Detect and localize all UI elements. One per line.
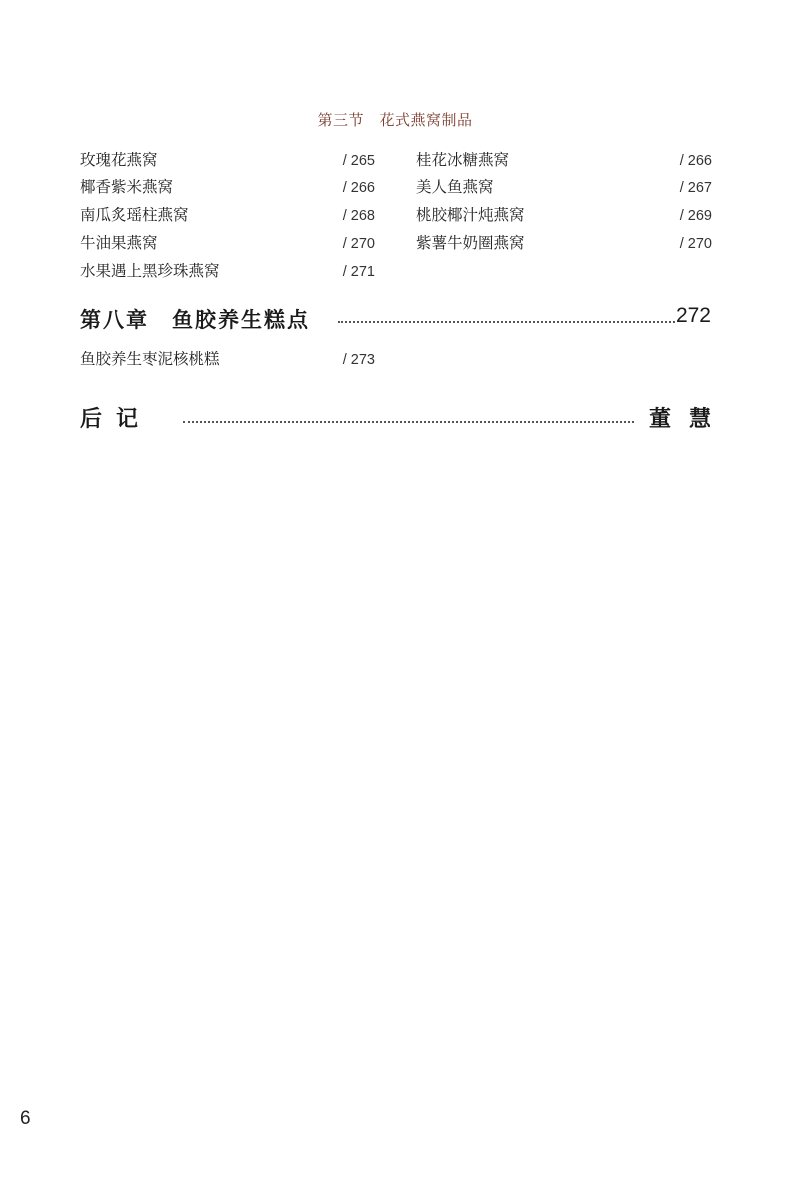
chapter-heading[interactable] <box>80 304 711 336</box>
afterword-author: 董慧 <box>648 406 729 432</box>
entry-page: / 268 <box>342 208 375 224</box>
entry-page: / 273 <box>342 352 375 368</box>
entry-page: / 269 <box>679 208 712 224</box>
entry-title: 玫瑰花燕窝 <box>80 151 158 169</box>
toc-entry[interactable] <box>80 349 375 371</box>
toc-entry[interactable] <box>416 150 712 172</box>
dot-leader <box>183 421 634 423</box>
entry-title: 桃胶椰汁炖燕窝 <box>416 206 525 224</box>
entry-page: / 266 <box>679 153 712 169</box>
page-number: 6 <box>20 1108 31 1129</box>
entry-title: 水果遇上黑珍珠燕窝 <box>80 262 220 280</box>
toc-entry[interactable] <box>80 177 375 199</box>
toc-entry[interactable] <box>80 233 375 255</box>
toc-entry[interactable] <box>416 205 712 227</box>
entry-title: 南瓜炙瑶柱燕窝 <box>80 206 189 224</box>
toc-entry[interactable] <box>80 205 375 227</box>
entry-page: / 271 <box>342 264 375 280</box>
afterword-title: 后记 <box>80 406 153 432</box>
entry-title: 美人鱼燕窝 <box>416 178 494 196</box>
section-title: 第三节 花式燕窝制品 <box>317 111 473 129</box>
toc-entry[interactable] <box>80 150 375 172</box>
toc-entry[interactable] <box>80 261 375 283</box>
entry-page: / 266 <box>342 180 375 196</box>
chapter-title: 第八章 鱼胶养生糕点 <box>80 307 310 332</box>
dot-leader <box>338 321 675 323</box>
afterword-entry[interactable] <box>80 402 729 436</box>
toc-entry[interactable] <box>416 233 712 255</box>
entry-title: 鱼胶养生枣泥核桃糕 <box>80 350 220 368</box>
entry-title: 桂花冰糖燕窝 <box>416 151 510 169</box>
toc-entry[interactable] <box>416 177 712 199</box>
entry-title: 紫薯牛奶圈燕窝 <box>416 234 525 252</box>
entry-title: 椰香紫米燕窝 <box>80 178 174 196</box>
entry-page: / 270 <box>679 236 712 252</box>
entry-title: 牛油果燕窝 <box>80 234 158 252</box>
entry-page: / 270 <box>342 236 375 252</box>
entry-page: / 265 <box>342 153 375 169</box>
chapter-page: 272 <box>675 304 711 327</box>
entry-page: / 267 <box>679 180 712 196</box>
